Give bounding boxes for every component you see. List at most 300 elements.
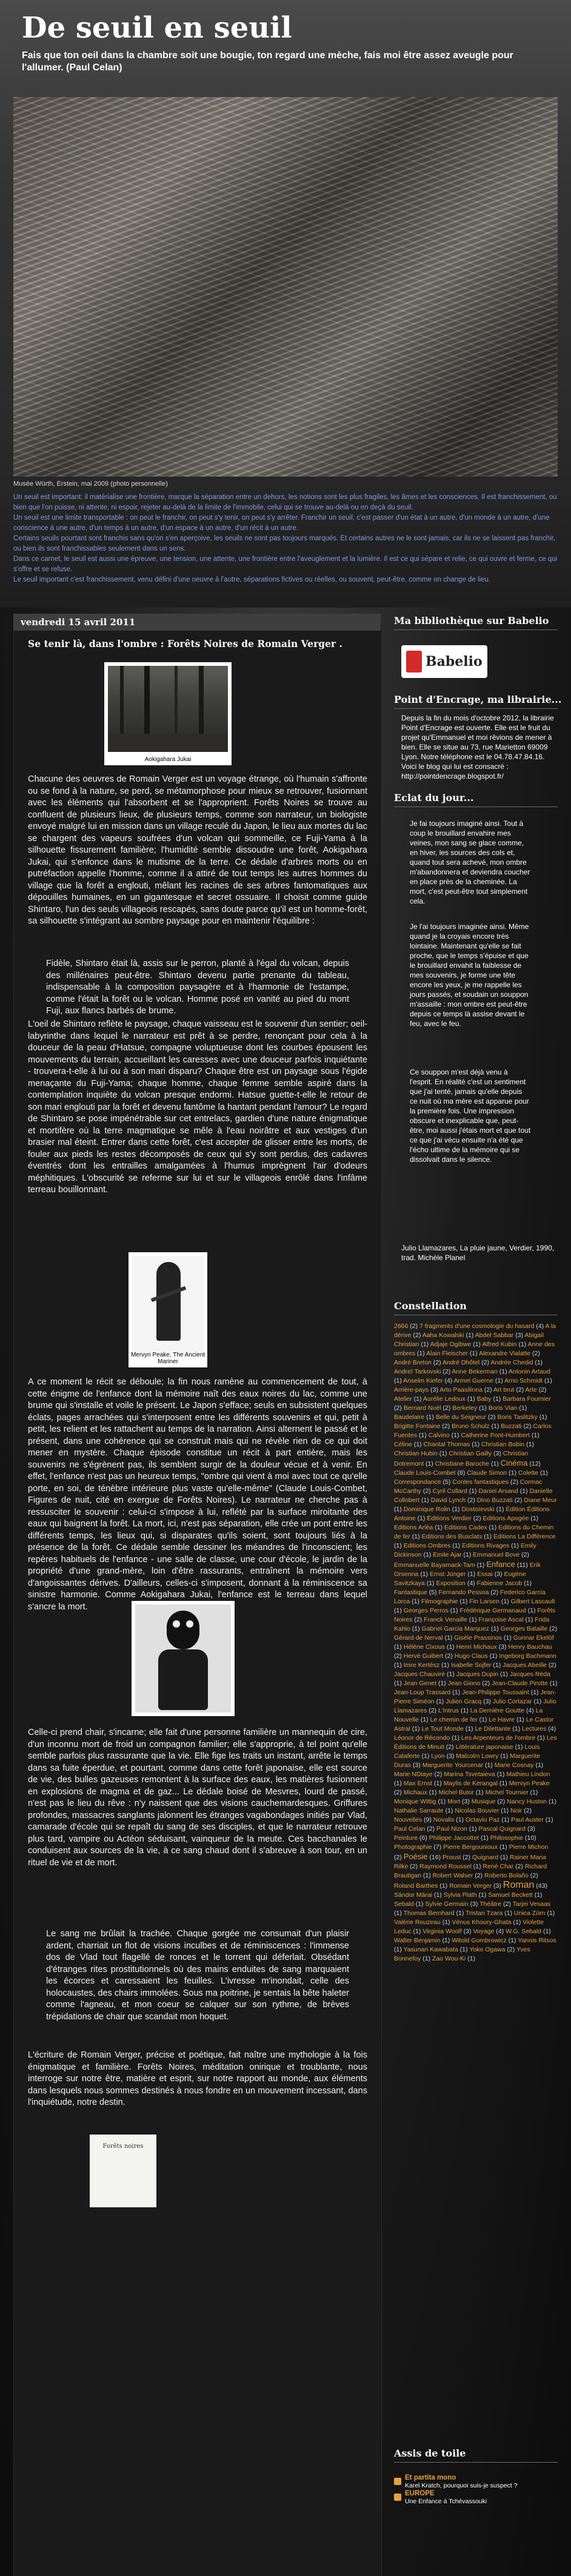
tag-count: (2)	[505, 1946, 516, 1953]
tag-count: (1)	[523, 1616, 535, 1623]
tag-link[interactable]: Filmographie	[421, 1598, 458, 1605]
tag-link[interactable]: Brigitte Fontaine	[394, 1423, 441, 1430]
tag-link[interactable]: Poésie	[403, 1852, 428, 1861]
tag-link[interactable]: Danielle Collobert	[394, 1488, 553, 1504]
tag-link[interactable]: Le Castor Astral	[394, 1716, 554, 1732]
tag-link[interactable]: Fantastique	[394, 1589, 427, 1596]
tag-link[interactable]: Andrée Chedid	[490, 1359, 533, 1366]
tag-link[interactable]: Andreï Tarkovski	[394, 1368, 441, 1375]
tag-link[interactable]: Editions La Différence	[493, 1533, 556, 1540]
tag-link[interactable]: Georges Bataille	[500, 1625, 548, 1632]
tag-link[interactable]: Jean-Pierre Siméon	[394, 1689, 556, 1705]
tag-link[interactable]: Pierre Michon	[509, 1843, 549, 1851]
tag-link[interactable]: René Char	[483, 1863, 514, 1870]
tag-link[interactable]: Baby	[476, 1395, 492, 1403]
tag-link[interactable]: Le Tout Monde	[421, 1725, 464, 1732]
tag-count: (2)	[461, 1854, 473, 1861]
tag-link[interactable]: Daniel Arsand	[478, 1488, 518, 1495]
tag-link[interactable]: Emmanuelle Bayamack-Tam	[394, 1561, 475, 1569]
image-caption: Aokigahara Jukai	[144, 756, 192, 763]
post-image-mariner[interactable]	[129, 1252, 207, 1367]
tag-link[interactable]: Alain Fleischer	[426, 1350, 468, 1357]
tag-link[interactable]: Le Dilettante	[475, 1725, 511, 1732]
tag-count: (1)	[499, 1807, 511, 1814]
tag-link[interactable]: 7 fragments d'une cosmologie du hasard	[419, 1323, 535, 1330]
tag-link[interactable]: Yasunari Kawabata	[403, 1946, 458, 1953]
tag-link[interactable]: Fin Larsen	[469, 1598, 499, 1605]
tag-link[interactable]: Federico Garcia Lorca	[394, 1589, 546, 1605]
sidebar-title-eclat: Eclat du jour...	[394, 792, 474, 803]
tag-link[interactable]: Dostoïevski	[461, 1506, 495, 1513]
tag-link[interactable]: Editions Arléa	[394, 1524, 433, 1531]
tag-link[interactable]: Gabriel Garcia Marquez	[421, 1625, 489, 1632]
post-image-figure[interactable]	[132, 1601, 235, 1716]
tag-count: (2)	[528, 1872, 538, 1879]
tag-count: (4)	[465, 1580, 477, 1587]
tag-link[interactable]: Barbara Fournier	[503, 1395, 551, 1403]
tag-link[interactable]: Sebald	[394, 1900, 414, 1908]
tag-link[interactable]: Gunnar Ekelöf	[513, 1634, 554, 1642]
tag-link[interactable]: La Nouvelle	[394, 1707, 543, 1723]
tag-link[interactable]: Paul Auster	[511, 1816, 544, 1823]
tag-link[interactable]: Claude Simon	[467, 1469, 507, 1477]
tag-link[interactable]: Marina Tsvetaieva	[444, 1771, 495, 1778]
tag-link[interactable]: Adjaje Ogibwe	[430, 1341, 472, 1348]
tag-link[interactable]: Belle du Seigneur	[435, 1414, 486, 1421]
tag-count: (1)	[499, 1816, 512, 1823]
tag-link[interactable]: Littérature japonaise	[455, 1743, 513, 1751]
tag-link[interactable]: Jean-Loup Trassard	[394, 1689, 451, 1696]
tag-link[interactable]: Tarjei Vesaas	[512, 1900, 551, 1908]
tag-link[interactable]: Romain Verger	[449, 1882, 492, 1890]
tag-count: (1)	[529, 1515, 539, 1522]
tag-link[interactable]: Nathalie Sarraute	[394, 1807, 444, 1814]
tag-link[interactable]: Rainer Maria Rilke	[394, 1854, 547, 1870]
tag-count: (1)	[461, 1551, 473, 1558]
tag-link[interactable]: Richard Brautigan	[394, 1863, 547, 1879]
tag-link[interactable]: Berkeley	[452, 1404, 478, 1412]
tag-link[interactable]: Roberto Bolaño	[484, 1872, 529, 1879]
tag-link[interactable]: Ingeborg Bachmann	[499, 1652, 556, 1660]
post-paragraph: L'écriture de Romain Verger, précise et poétique, fait naître une mythologie à la fois énigmatique et familière. Forêts Noires, méditation onirique et troublante, nous interroge sur notre être, matière et esprit, sur notre rapport au monde, aux éléments dans lesquels nous sommes destinés à nous fondre en un mouvement incessant, dans l'inquiétude, notre destin.	[28, 2050, 367, 2107]
tag-link[interactable]: Éditions Verdier	[427, 1515, 472, 1522]
tag-link[interactable]: Alexandre Vialatte	[479, 1350, 531, 1357]
tag-count: (2)	[394, 1789, 404, 1796]
tag-link[interactable]: Abigail Christian	[394, 1332, 544, 1348]
tag-count: (1)	[450, 1542, 462, 1549]
post-paragraph: Chacune des oeuvres de Romain Verger est un voyage étrange, où l'humain s'affronte ou se fond à la nature, se perd, se métamorphose pour mieux se retrouver, fusionnant avec les éléments qui l'absorbent et se l'approprient. Forêts Noires se trouve au confluent de plusieurs lieux, de plusieurs temps, comme son narrateur, un biologiste envoyé malgré lui en mission dans un village reculé du Japon, le lieu aux mortes du lac se chargent des vapeurs soufrées d'un volcan qui sommeille, ce Fuji-Yama à la silhouette fissurement familière; l'humidité semble dissoudre une forêt, Aokigahara Jukai, qui s'enfonce dans le mutisme de la terre. Ce dédale d'arbres morts ou en putréfaction appelle l'homme, comme il a attiré de tout temps les autres hommes du village que la forêt a englouti, mêlant les racines de ses arbres fantomatiques aux dépouilles humaines, en un gigantesque et secret ossuaire. Il choisit comme guide Shintaro, l'un des seuls villageois rescapés, sans doute parce qu'il est un homme-forêt, sa silhouette s'intégrant au sombre paysage pour en maintenir l'équilibre :	[28, 774, 367, 926]
tag-link[interactable]: Novalis	[433, 1816, 455, 1823]
tag-link[interactable]: Frédérique Germanaud	[459, 1607, 526, 1614]
tag-link[interactable]: Imre Kertész	[403, 1662, 440, 1669]
forest-photo	[108, 666, 228, 752]
tag-link[interactable]: Roman	[503, 1880, 535, 1890]
header-note-line: Dans ce carnet, le seuil est aussi une épreuve, une tension, une attente, une frontière entre l'aveuglement et la lumière. Il est ce qui sépare et relie, ce qui ouvre et ferme, ce qui s'offre et se refuse.	[13, 555, 558, 573]
tag-count: (1)	[424, 1580, 436, 1587]
tag-link[interactable]: Louis Calaferte	[394, 1743, 540, 1760]
tag-count: (1)	[412, 1395, 423, 1403]
tag-link[interactable]: Erik Orsenna	[394, 1561, 541, 1578]
sidebar-title-assis: Assis de toile	[394, 2447, 466, 2459]
tag-link[interactable]: Mathieu Lindon	[506, 1771, 550, 1778]
tag-link[interactable]: Céline	[394, 1441, 412, 1448]
tag-link[interactable]: Antonin Artaud	[508, 1368, 550, 1375]
tag-link[interactable]: Arte	[525, 1386, 537, 1394]
tag-link[interactable]: Chantal Thomas	[423, 1441, 470, 1448]
blog-title[interactable]: De seuil en seuil	[22, 11, 292, 45]
tag-link[interactable]: Octavio Paz	[465, 1816, 500, 1823]
tag-link[interactable]: Paul Celan	[394, 1825, 426, 1833]
tag-link[interactable]: Dominique Rolin	[403, 1506, 450, 1513]
tag-link[interactable]: Peinture	[394, 1834, 418, 1842]
tag-link[interactable]: Aaha Kowalski	[422, 1332, 464, 1339]
tag-link[interactable]: Noir	[510, 1807, 523, 1814]
tag-link[interactable]: Zao Wou-Ki	[432, 1955, 466, 1962]
babelio-logo[interactable]	[401, 645, 487, 678]
tag-link[interactable]: Michel Tournier	[485, 1789, 529, 1796]
tag-count: (4)	[524, 1707, 536, 1714]
tag-count: (1)	[532, 1698, 544, 1705]
tag-link[interactable]: Editions Apogée	[483, 1515, 529, 1522]
tag-link[interactable]: Raymond Roussel	[419, 1863, 472, 1870]
tag-link[interactable]: Witold Gombrowicz	[452, 1937, 507, 1944]
tag-count: (2)	[444, 1743, 456, 1751]
tag-link[interactable]: Georges Perros	[403, 1607, 449, 1614]
tag-link[interactable]: Proust	[442, 1854, 461, 1861]
tag-link[interactable]: Valérie Rouzeau	[394, 1919, 441, 1926]
tag-count: (1)	[424, 1414, 436, 1421]
tag-count: (1)	[458, 1598, 470, 1605]
tag-count: (1)	[516, 1341, 528, 1348]
tag-link[interactable]: La Dernière Goutte	[470, 1707, 525, 1714]
tag-link[interactable]: Nicolas Bouvier	[455, 1807, 499, 1814]
tag-link[interactable]: Sylvia Plath	[443, 1891, 477, 1899]
tag-link[interactable]: Franck Venaille	[424, 1616, 467, 1623]
tag-link[interactable]: Cyril Collard	[432, 1488, 467, 1495]
tag-link[interactable]: Pierre Bergounioux	[443, 1843, 498, 1851]
tag-count: (2)	[513, 1863, 525, 1870]
post-image-forest[interactable]	[104, 662, 232, 765]
tag-count: (2)	[421, 1488, 433, 1495]
tag-link[interactable]: Baudelaire	[394, 1414, 425, 1421]
tag-link[interactable]: Yoko Ogawa	[469, 1946, 506, 1953]
tag-link[interactable]: Robert Walser	[432, 1872, 473, 1879]
babelio-logo-text: Babelio	[426, 654, 483, 669]
tag-count: (1)	[530, 1432, 539, 1439]
tag-link[interactable]: Abdel Sabbar	[475, 1332, 514, 1339]
book-cover[interactable]	[90, 2135, 156, 2207]
figure-drawing	[135, 1605, 231, 1712]
tag-count: (1)	[467, 1488, 479, 1495]
tag-link[interactable]: Lyon	[431, 1753, 445, 1760]
tag-link[interactable]: Christian Hubin	[394, 1450, 438, 1457]
tag-link[interactable]: Théâtre	[479, 1900, 502, 1908]
tag-link[interactable]: Buzzati	[501, 1423, 522, 1430]
tag-link[interactable]: Gérard de Nerval	[394, 1634, 443, 1642]
tag-link[interactable]: Henry Bauchau	[508, 1643, 552, 1651]
tag-count: (5)	[427, 1589, 439, 1596]
tag-count: (2)	[512, 1497, 524, 1504]
tag-link[interactable]: Jacques Abeille	[503, 1662, 547, 1669]
tag-link[interactable]: Le Havre	[489, 1716, 515, 1723]
blogroll-latest[interactable]: Une Enfance à Tchévassouki	[405, 2498, 487, 2505]
tag-link[interactable]: Nancy Huston	[507, 1798, 547, 1805]
tag-count: (1)	[537, 1414, 547, 1421]
tag-link[interactable]: Enfance	[486, 1560, 516, 1569]
tag-link[interactable]: Hélène Cixous	[403, 1643, 446, 1651]
divider	[394, 629, 558, 630]
tag-link[interactable]: Arrière-pays	[394, 1386, 429, 1394]
tag-count: (3)	[460, 1798, 472, 1805]
tag-link[interactable]: Samuel Beckett	[488, 1891, 533, 1899]
tag-count: (2)	[480, 1680, 492, 1687]
tag-link[interactable]: Yannis Ritsos	[518, 1937, 556, 1944]
tag-link[interactable]: Gilbert Lascault	[510, 1598, 555, 1605]
tag-count: (1)	[487, 1524, 499, 1531]
tag-count: (2)	[432, 1771, 444, 1778]
tag-count: (1)	[547, 1798, 556, 1805]
tag-link[interactable]: W.G. Sebald	[506, 1928, 542, 1935]
tag-link[interactable]: Henri Michaux	[456, 1643, 497, 1651]
tag-link[interactable]: Arto Paasilinna	[439, 1386, 483, 1394]
tag-link[interactable]: Thomas Bernhard	[403, 1910, 455, 1917]
tag-link[interactable]: Essai	[477, 1571, 493, 1578]
tag-link[interactable]: Photographie	[394, 1843, 432, 1851]
tag-link[interactable]: Léonor de Récondo	[394, 1734, 450, 1742]
post-title[interactable]: Se tenir là, dans l'ombre : Forêts Noires de Romain Verger .	[28, 638, 342, 649]
blogroll-item[interactable]	[394, 2474, 558, 2490]
tag-count: (1)	[442, 1634, 455, 1642]
tag-count: (2)	[547, 1662, 556, 1669]
tag-link[interactable]: Ernst Jünger	[429, 1571, 466, 1578]
post-date: vendredi 15 avril 2011	[13, 614, 381, 631]
tag-link[interactable]: Cormac McCarthy	[394, 1478, 543, 1495]
tag-link[interactable]: Philosophie	[490, 1834, 524, 1842]
tag-link[interactable]: A la dérive	[394, 1323, 556, 1339]
tag-link[interactable]: Christiane Baroche	[435, 1460, 489, 1467]
tag-link[interactable]: Editions Ombres	[403, 1542, 451, 1549]
tag-link[interactable]: Marie NDiaye	[394, 1771, 433, 1778]
tag-link[interactable]: Marguerite Duras	[394, 1753, 541, 1769]
tag-link[interactable]: Boris Taslitzky	[497, 1414, 538, 1421]
tag-count: (2)	[394, 1652, 404, 1660]
tag-link[interactable]: Jean-Claude Pirotte	[492, 1680, 548, 1687]
tag-link[interactable]: Jean-Philippe Toussaint	[462, 1689, 529, 1696]
tag-link[interactable]: Bruno Schulz	[452, 1423, 490, 1430]
sidebar-title-constellation: Constellation	[394, 1300, 467, 1312]
tag-link[interactable]: Emily Dickinson	[394, 1542, 536, 1558]
tag-count: (1)	[509, 1542, 521, 1549]
tag-link[interactable]: Paul Nizon	[436, 1825, 467, 1833]
tag-count: (2)	[427, 1707, 438, 1714]
tag-link[interactable]: Contes fantastiques	[452, 1478, 509, 1486]
tag-count: (1)	[436, 1798, 448, 1805]
tag-count: (1)	[450, 1689, 462, 1696]
tag-count: (1)	[394, 1542, 404, 1549]
tag-link[interactable]: Dino Buzzati	[476, 1497, 513, 1504]
tag-link[interactable]: Philippe Jaccottet	[429, 1834, 479, 1842]
tag-count: (1)	[394, 1946, 404, 1953]
blogroll-name[interactable]: EUROPE	[405, 2490, 435, 2497]
tag-link[interactable]: Emmanuel Bove	[473, 1551, 520, 1558]
post-paragraph: Celle-ci prend chair, s'incarne; elle fait d'une personne familière un mannequin de cire, d'un inconnu mort de froid un compagnon familier; elle s'approprie, à tel point qu'elle semble parfois plus rassurante que la vie. Elle fige les traits un instant, arrête le temps dans sa fuite éperdue, et pourtant, comme dans cette forêt japonaise, elle est source de vie, des bulles gazeuses remontent à la surface des eaux, les matières fusionnent en explosions de magma et de gaz... Le dédale boisé de Mesvres, lourd de passé, n'est pas le lieu du rêve : n'y naissent que des visions cauchemardesques. Griffures profondes, massacres sanglants jalonnent les étranges vagabondages initiés par Vlad, camarade d'école qui se repaît du sang de ses disciples, et que le narrateur retrouve plus tard, vampire ou Actéon séduisant, vainqueur de la meute. Ces bacchanales le conduisent aux sources de la vie, à ce sang chaud dont il s'abreuve à son tour, en un rituel de vie et de mort.	[28, 1728, 367, 1868]
tag-link[interactable]: Diane Meur	[524, 1497, 557, 1504]
tag-count: (1)	[450, 1734, 461, 1742]
tag-link[interactable]: Correspondance	[394, 1478, 441, 1486]
tag-count: (12)	[527, 1460, 541, 1467]
tag-link[interactable]: Anselm Kiefer	[403, 1377, 443, 1384]
tag-link[interactable]: Jacques Réda	[509, 1671, 550, 1678]
tag-link[interactable]: Catherine Pont-Humbert	[461, 1432, 530, 1439]
tag-count: (1)	[510, 1725, 523, 1732]
tag-link[interactable]: Christian Gailly	[449, 1450, 492, 1457]
tag-link[interactable]: Roland Barthes	[394, 1882, 438, 1890]
tag-link[interactable]: Art brut	[493, 1386, 515, 1394]
tag-count: (2)	[489, 1589, 501, 1596]
tag-link[interactable]: Les Éditions de Minuit	[394, 1734, 557, 1751]
tag-link[interactable]: André Breton	[394, 1359, 432, 1366]
tag-count: (1)	[470, 1441, 481, 1448]
tag-link[interactable]: Jacques Chauviré	[394, 1671, 446, 1678]
tag-count: (1)	[493, 1377, 505, 1384]
tag-count: (1)	[412, 1441, 424, 1448]
tag-link[interactable]: Nouvelles	[394, 1816, 422, 1823]
tag-count: (2)	[441, 1404, 453, 1412]
tag-link[interactable]: Michaux	[403, 1789, 427, 1796]
header-note-line: Certains seuils pourtant sont franchis sans qu'on s'en aperçoive, les seuils ne sont pas toujours marqués. Et certains autres ne le sont jamais, car ils ne se laissent pas franchir, ou bien ils sont franchissables seulement dans un sens.	[13, 535, 556, 552]
tag-link[interactable]: Marguerite Yourcenar	[422, 1762, 484, 1769]
tag-link[interactable]: Arno Schmidt	[504, 1377, 543, 1384]
tag-link[interactable]: Jean Genet	[403, 1680, 437, 1687]
tag-link[interactable]: Boris Vian	[488, 1404, 518, 1412]
tag-link[interactable]: Colette	[518, 1469, 539, 1477]
tag-link[interactable]: Atelier	[394, 1395, 412, 1403]
tag-count: (2)	[408, 1863, 420, 1870]
tag-link[interactable]: Le chemin de fer	[430, 1716, 478, 1723]
tag-link[interactable]: Aurélie Ledoux	[422, 1395, 466, 1403]
tag-link[interactable]: Calvino	[428, 1432, 450, 1439]
tag-link[interactable]: 2666	[394, 1323, 409, 1330]
tag-link[interactable]: Quignard	[472, 1854, 499, 1861]
tag-link[interactable]: Claude Louis-Combet	[394, 1469, 456, 1477]
blogroll-item[interactable]	[394, 2490, 558, 2506]
tag-link[interactable]: Editions du Chemin de fer	[394, 1524, 554, 1540]
tag-link[interactable]: Cinéma	[500, 1458, 528, 1467]
tag-link[interactable]: Alfred Kubin	[482, 1341, 517, 1348]
tag-link[interactable]: Violette Leduc	[394, 1919, 544, 1935]
eclat-paragraph: Ce souppon m'est déjà venu à l'esprit. En réalité c'est un sentiment que j'ai tenté, jamais qu'elle depuis ce nuit où ma mère est apparue pour la première fois. Une impression obscure et inexplicable que, peut-être, moi aussi j'étais mort et que tout ce que j'ai vécu ensuite n'a été que l'écho ultime de la mémoire qui se dissolvait dans le silence.	[410, 1068, 531, 1164]
tag-count: (1)	[421, 1955, 433, 1962]
tag-link[interactable]: Gisèle Prassinos	[454, 1634, 502, 1642]
tag-link[interactable]: Musique	[471, 1798, 496, 1805]
tag-link[interactable]: Walter Benjamin	[394, 1937, 441, 1944]
tag-link[interactable]: Editions Cadex	[444, 1524, 487, 1531]
tag-link[interactable]: Françoise Ascal	[478, 1616, 524, 1623]
tag-link[interactable]: Armel Guerne	[453, 1377, 493, 1384]
tag-link[interactable]: Frida Kahlo	[394, 1616, 550, 1632]
tag-link[interactable]: Maylis de Kerangal	[443, 1780, 498, 1787]
tag-link[interactable]: Mervyn Peake	[509, 1780, 550, 1787]
tag-link[interactable]: Carlos Fuentes	[394, 1423, 552, 1439]
tag-count: (2)	[466, 1497, 477, 1504]
tag-link[interactable]: Isabelle Sojfer	[450, 1662, 492, 1669]
tag-count: (3)	[492, 1882, 503, 1890]
tag-link[interactable]: Vénus Khoury-Ghata	[452, 1919, 512, 1926]
blogroll-name[interactable]: Et partita mono	[405, 2474, 456, 2481]
tag-link[interactable]: Emile Ajar	[433, 1551, 462, 1558]
tag-link[interactable]: Les Arpenteurs de l'ombre	[461, 1734, 536, 1742]
eclat-paragraph: Je fai toujours imaginé ainsi. Tout à coup le brouillard envahire mes veines, mon sang se glace comme, en hiver, les sources des cols et, quand tout sera achevé, mon ombre m'abandonnera et deviendra coucher en place près de la cheminée. La mort, c'est peut-être tout simplement cela.	[410, 819, 530, 905]
tag-link[interactable]: Christian Dotremont	[394, 1450, 529, 1467]
tag-link[interactable]: Yves Bonnefoy	[394, 1946, 530, 1962]
blog-icon	[394, 2478, 401, 2485]
tag-link[interactable]: André Dhôtel	[442, 1359, 480, 1366]
tag-link[interactable]: Exposition	[436, 1580, 466, 1587]
tag-link[interactable]: Michel Butor	[438, 1789, 474, 1796]
tag-count: (1)	[506, 1937, 518, 1944]
tag-link[interactable]: Julio Llamazares	[394, 1698, 556, 1714]
tag-link[interactable]: Lectures	[522, 1725, 547, 1732]
tag-link[interactable]: Julio Cortazar	[492, 1698, 532, 1705]
tag-count: (1)	[477, 1716, 489, 1723]
tag-link[interactable]: David Lynch	[430, 1497, 466, 1504]
tag-count: (2)	[501, 1900, 513, 1908]
tag-link[interactable]: Malcolm Lowry	[456, 1753, 499, 1760]
tag-link[interactable]: Édition Éditions Antoine	[394, 1506, 550, 1522]
tag-count: (3)	[429, 1386, 440, 1394]
tag-link[interactable]: Voyage	[473, 1928, 495, 1935]
tag-link[interactable]: Pascal Quignard	[478, 1825, 526, 1833]
tag-link[interactable]: Hervé Guibert	[403, 1652, 444, 1660]
tag-link[interactable]: Monique Wittig	[394, 1798, 436, 1805]
blogroll-latest[interactable]: Karel Kratch, pourquoi suis-je suspect ?	[405, 2482, 518, 2489]
tag-link[interactable]: Jean Giono	[447, 1680, 481, 1687]
tag-link[interactable]: Max Ernst	[403, 1780, 433, 1787]
tag-link[interactable]: Forêts Noires	[394, 1607, 556, 1623]
tag-link[interactable]: Julien Gracq	[446, 1698, 482, 1705]
tag-link[interactable]: Fabienne Jacob	[476, 1580, 523, 1587]
tag-link[interactable]: Jacques Dupin	[456, 1671, 499, 1678]
tag-count: (1)	[498, 1854, 510, 1861]
tag-link[interactable]: Sylvie Germain	[425, 1900, 469, 1908]
tag-link[interactable]: Christian Bobin	[481, 1441, 525, 1448]
tag-count: (3)	[492, 1450, 503, 1457]
post-quote: Fidèle, Shintaro était là, assis sur le perron, planté à l'égal du volcan, depuis des millénaires peut-être. Shintaro devenu partie prenante du tableau, indispensable à la composition paysagère et à l'harmonie de l'estampe, comme l'était la forêt ou le volcan. Homme posé en vanité au pied du mont Fuji, aux flancs barbés de brume.	[46, 959, 349, 1016]
tag-count: (1)	[535, 1734, 547, 1742]
tag-link[interactable]: Unica Zürn	[514, 1910, 546, 1917]
tag-link[interactable]: Anne des ombres	[394, 1341, 555, 1357]
tag-link[interactable]: Tristan Tzara	[466, 1910, 503, 1917]
tag-link[interactable]: Marie Cosnay	[494, 1762, 534, 1769]
header-photo	[13, 97, 558, 477]
tag-count: (3)	[496, 1643, 509, 1651]
tag-link[interactable]: Editions des Busclats	[421, 1533, 483, 1540]
tag-link[interactable]: Eugène Savitzkaya	[394, 1571, 526, 1587]
tag-link[interactable]: Bernard Noël	[403, 1404, 441, 1412]
tag-count: (1)	[491, 1662, 503, 1669]
tag-link[interactable]: Editions Rivages	[462, 1542, 510, 1549]
tag-link[interactable]: Sándor Márai	[394, 1891, 433, 1899]
tag-link[interactable]: Hugo Claus	[454, 1652, 488, 1660]
tag-link[interactable]: Mort	[447, 1798, 461, 1805]
tag-link[interactable]: Anne Bekerman	[452, 1368, 498, 1375]
tag-link[interactable]: Fernando Pessoa	[438, 1589, 489, 1596]
tag-count: (1)	[489, 1625, 501, 1632]
tag-count: (1)	[495, 1771, 507, 1778]
tag-count: (1)	[394, 1377, 404, 1384]
tag-link[interactable]: L'Intrus	[438, 1707, 459, 1714]
tag-link[interactable]: Virginia Woolf	[422, 1928, 462, 1935]
